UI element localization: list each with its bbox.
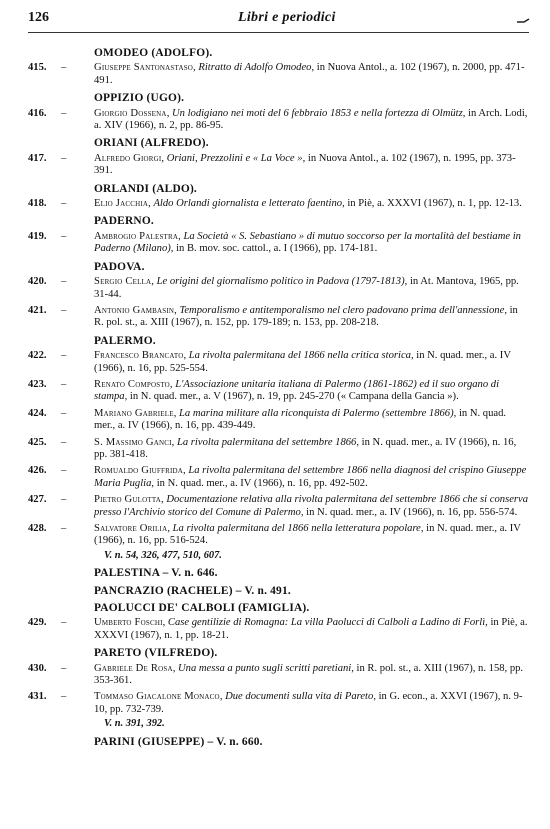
entry-separator: , — [183, 350, 189, 362]
entry-citation: , in Nuova Antol., a. 102 (1967), n. 2000, pp. 471-491. — [94, 62, 525, 86]
entry-number: 427. — [28, 494, 47, 506]
section-heading: PALESTINA – V. n. 646. — [94, 567, 218, 580]
bibliography-entry — [28, 108, 528, 133]
entry-author: Giuseppe Santonastaso — [94, 62, 194, 74]
entry-number: 420. — [28, 276, 47, 288]
entry-text — [94, 408, 528, 433]
section-heading: PAOLUCCI DE' CALBOLI (FAMIGLIA). — [94, 602, 310, 615]
cross-reference: V. n. 391, 392. — [104, 718, 165, 730]
section-heading: ORIANI (ALFREDO). — [94, 137, 209, 150]
entry-author: Francesco Brancato — [94, 350, 184, 362]
entry-number: 416. — [28, 107, 47, 119]
bibliography-entry — [28, 379, 528, 404]
entry-text — [94, 305, 528, 330]
section-heading: PADERNO. — [94, 215, 154, 228]
bibliography-entry — [28, 663, 528, 688]
entry-dash: – — [61, 304, 67, 316]
entry-author: Gabriele De Rosa — [94, 662, 173, 674]
entry-number: 419. — [28, 230, 47, 242]
section-heading: PARETO (VILFREDO). — [94, 647, 218, 660]
entry-title: L'Associazione unitaria italiana di Palermo (1861-1862) ed il suo organo di stampa — [94, 378, 500, 403]
entry-text — [94, 198, 528, 210]
entry-author: Giorgio Dossena — [94, 107, 167, 119]
entry-author: S. Massimo Ganci — [94, 436, 172, 448]
entry-dash: – — [61, 230, 67, 242]
entry-number: 425. — [28, 436, 47, 448]
entry-author: Elio Jacchia — [94, 198, 149, 210]
entry-title: La Società « S. Sebastiano » di mutuo soccorso per la mortalità del bestiame in Paderno (Milano) — [94, 230, 521, 255]
entry-title: Case gentilizie di Romagna: La villa Paolucci di Calboli a Ladino di Forlì — [167, 617, 486, 629]
entry-number: 415. — [28, 62, 47, 74]
entry-citation: , in Nuova Antol., a. 102 (1967), n. 1995, pp. 373-391. — [94, 152, 516, 177]
entry-number: 418. — [28, 198, 47, 210]
entry-text — [94, 62, 528, 87]
entry-title: La marina militare alla riconquista di Palermo (settembre 1866) — [179, 407, 454, 419]
entry-title: La rivolta palermitana del settembre 1866 — [176, 436, 357, 448]
entry-author: Salvatore Orilia — [94, 523, 168, 534]
entry-citation: , in N. quad. mer., a. IV (1966), n. 16, pp. 439-449. — [94, 407, 507, 432]
bibliography-entry — [28, 305, 528, 330]
entry-text — [94, 437, 528, 462]
entry-number: 422. — [28, 350, 47, 362]
section-heading: ORLANDI (ALDO). — [94, 182, 197, 195]
running-title: Libri e periodici — [238, 10, 336, 25]
entry-dash: – — [61, 152, 67, 164]
section-heading: PADOVA. — [94, 260, 145, 273]
entry-author: Pietro Gulotta — [94, 494, 162, 506]
entry-number: 424. — [28, 407, 47, 419]
bibliography-entry — [28, 494, 528, 519]
section-heading: PALERMO. — [94, 334, 156, 347]
entry-separator: , — [178, 230, 184, 242]
entry-text — [94, 276, 528, 301]
entry-title: Aldo Orlandi giornalista e letterato faentino — [153, 198, 343, 210]
section-heading: PARINI (GIUSEPPE) – V. n. 660. — [94, 735, 263, 748]
entry-dash: – — [61, 691, 67, 703]
bibliography-entry — [28, 276, 528, 301]
entry-number: 431. — [28, 691, 47, 703]
entry-dash: – — [61, 407, 67, 419]
entry-separator: , — [172, 662, 178, 674]
entry-title: La rivolta palermitana del 1866 nella critica storica — [188, 350, 411, 362]
entry-separator: , — [193, 62, 199, 74]
entry-title: La rivolta palermitana del settembre 1866 nella diagnosi del crispino Giuseppe Maria Puglia — [94, 465, 527, 489]
entry-dash: – — [61, 350, 67, 362]
entry-text — [94, 523, 528, 548]
entry-dash: – — [61, 494, 67, 506]
entry-author: Tommaso Giacalone Monaco — [94, 691, 220, 703]
entry-citation: , in R. pol. st., a. XIII (1967), n. 158, pp. 353-361. — [94, 662, 524, 687]
entry-text — [94, 350, 528, 375]
bibliography-entry — [28, 408, 528, 433]
entry-number: 423. — [28, 378, 47, 390]
entry-author: Romualdo Giuffrida — [94, 465, 184, 477]
bibliography-entry — [28, 350, 528, 375]
entry-author: Sergio Cella — [94, 276, 152, 288]
bibliography-entry — [28, 437, 528, 462]
entry-dash: – — [61, 107, 67, 119]
entry-citation: , in N. quad. mer., a. IV (1966), n. 16, pp. 556-574. — [300, 506, 518, 518]
entry-author: Mariano Gabriele — [94, 407, 174, 419]
entry-separator: , — [151, 276, 157, 288]
entry-citation: , in B. mov. soc. cattol., a. I (1966), pp. 174-181. — [170, 243, 378, 255]
bibliography-entry — [28, 617, 528, 642]
entry-author: Ambrogio Palestra — [94, 230, 179, 242]
entry-dash: – — [61, 436, 67, 448]
entry-dash: – — [61, 523, 67, 534]
bibliography-entry — [28, 691, 528, 716]
entry-dash: – — [61, 378, 67, 390]
section-heading: OPPIZIO (UGO). — [94, 92, 185, 105]
entry-number: 429. — [28, 617, 47, 629]
entry-citation: , in N. quad. mer., a. IV (1966), n. 16, pp. 525-554. — [94, 350, 511, 374]
entry-author: Renato Composto — [94, 378, 170, 390]
entry-separator: , — [161, 152, 167, 164]
entry-number: 428. — [28, 523, 47, 534]
cross-reference: V. n. 54, 326, 477, 510, 607. — [104, 549, 222, 561]
bibliography-entry — [28, 231, 528, 256]
bibliography-entry — [28, 198, 528, 210]
bibliography-entry — [28, 523, 528, 548]
entry-text — [94, 663, 528, 688]
entry-text — [94, 494, 528, 519]
entry-number: 417. — [28, 152, 47, 164]
entry-dash: – — [61, 276, 67, 288]
entry-text — [94, 231, 528, 256]
entry-separator: , — [183, 465, 189, 477]
entry-separator: , — [166, 107, 172, 119]
entry-title: Documentazione relativa alla rivolta palermitana del settembre 1866 che si conserva presso l'Archivio storico del Comune di Palermo — [94, 494, 529, 518]
entry-citation: , in At. Mantova, 1965, pp. 31-44. — [94, 276, 519, 300]
page-header — [28, 10, 528, 32]
entry-title: Due documenti sulla vita di Pareto — [225, 691, 374, 703]
bibliography-list — [28, 47, 528, 751]
entry-citation: , in N. quad. mer., a. IV (1966), n. 16, pp. 516-524. — [94, 523, 521, 547]
entry-text — [94, 691, 528, 716]
entry-number: 430. — [28, 662, 47, 674]
entry-text — [94, 108, 528, 133]
entry-title: Temporalismo e antitemporalismo nel clero padovano prima dell'annessione — [179, 304, 505, 316]
entry-text — [94, 379, 528, 404]
entry-separator: , — [173, 407, 179, 419]
entry-number: 426. — [28, 465, 47, 477]
entry-separator: , — [219, 691, 226, 703]
entry-title: Oriani, Prezzolini e « La Voce » — [166, 152, 303, 164]
entry-dash: – — [61, 62, 67, 74]
entry-text — [94, 153, 528, 178]
entry-text — [94, 617, 528, 642]
entry-author: Umberto Foschi — [94, 617, 163, 629]
header-rule — [28, 32, 529, 33]
entry-title: Ritratto di Adolfo Omodeo — [198, 62, 312, 74]
page-number: 126 — [28, 10, 49, 25]
entry-citation: , in N. quad. mer., a. IV (1966), n. 16, pp. 492-502. — [151, 477, 368, 489]
bibliography-entry — [28, 153, 528, 178]
entry-title: Una messa a punto sugli scritti paretiani — [178, 662, 352, 674]
entry-number: 421. — [28, 304, 47, 316]
section-heading: PANCRAZIO (RACHELE) – V. n. 491. — [94, 584, 291, 597]
entry-citation: , in Piè, a. XXXVI (1967), n. 1, pp. 12-13. — [342, 198, 522, 210]
entry-citation: , in G. econ., a. XXVI (1967), n. 9-10, pp. 732-739. — [94, 691, 523, 715]
entry-separator: , — [148, 198, 154, 210]
entry-dash: – — [61, 465, 67, 477]
entry-citation: , in Arch. Lodi, a. XIV (1966), n. 2, pp. 86-95. — [94, 107, 528, 132]
entry-separator: , — [174, 304, 180, 316]
entry-dash: – — [61, 198, 67, 210]
section-heading: OMODEO (ADOLFO). — [94, 47, 213, 59]
bibliography-entry — [28, 465, 528, 490]
entry-citation: , in N. quad. mer., a. IV (1966), n. 16, pp. 381-418. — [94, 436, 517, 460]
entry-dash: – — [61, 662, 67, 674]
entry-dash: – — [61, 617, 67, 629]
entry-text — [94, 465, 528, 490]
corner-mark-icon — [516, 18, 530, 24]
entry-title: Un lodigiano nei moti del 6 febbraio 1853 e nella fortezza di Olmütz — [171, 107, 463, 119]
entry-title: La rivolta palermitana del 1866 nella letteratura popolare — [172, 523, 421, 534]
entry-separator: , — [162, 617, 168, 629]
entry-separator: , — [161, 494, 167, 506]
entry-separator: , — [167, 523, 173, 534]
entry-title: Le origini del giornalismo politico in Padova (1797-1813) — [156, 276, 405, 288]
entry-citation: , in Piè, a. XXXVI (1967), n. 1, pp. 18-21. — [94, 617, 528, 641]
entry-author: Alfredo Giorgi — [94, 152, 162, 164]
entry-separator: , — [169, 378, 176, 390]
entry-author: Antonio Gambasin — [94, 304, 175, 316]
entry-citation: , in R. pol. st., a. XIII (1967), n. 152, pp. 179-189; n. 153, pp. 208-218. — [94, 304, 518, 329]
bibliography-entry — [28, 62, 528, 87]
entry-citation: , in N. quad. mer., a. V (1967), n. 19, pp. 245-270 (« Campana della Gancia »). — [124, 391, 459, 403]
entry-separator: , — [171, 436, 177, 448]
